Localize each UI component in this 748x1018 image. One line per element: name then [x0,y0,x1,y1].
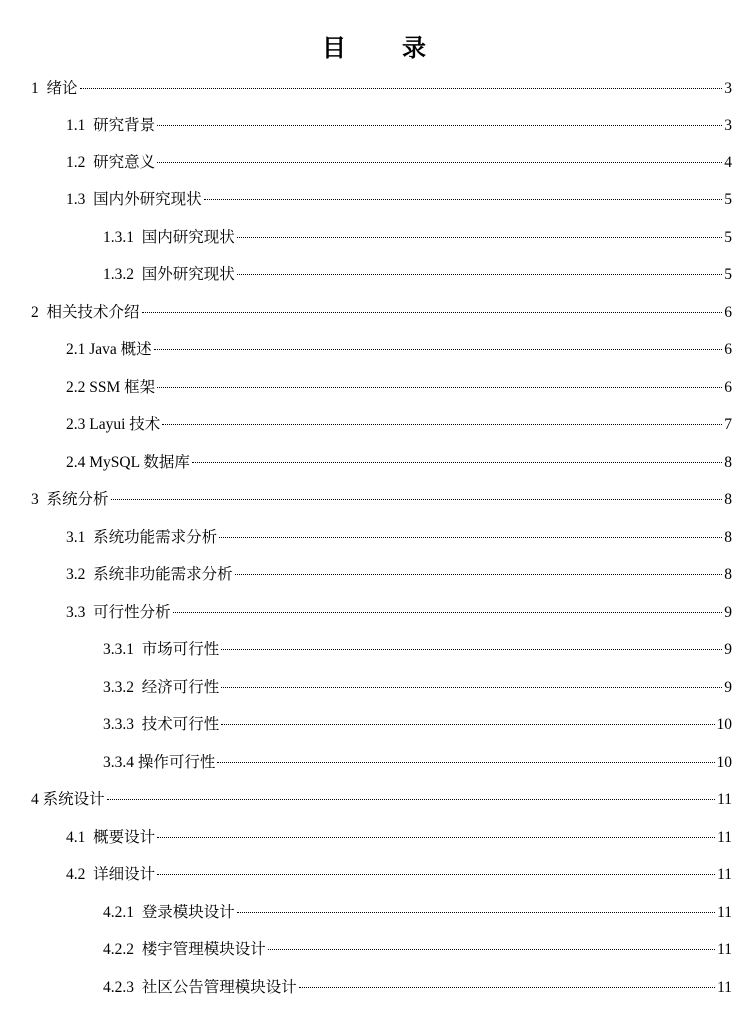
toc-entry-3-1[interactable] [66,526,732,550]
toc-entry-number: 3.2 [66,566,86,583]
toc-entry-4-2-1[interactable] [103,901,732,925]
toc-entry-number: 2 [31,304,39,321]
toc-entry-label: 登录模块设计 [141,904,235,921]
toc-entry-number: 4.2 [66,866,86,883]
toc-entry-number: 3.3 [66,604,86,621]
toc-entry-page: 9 [724,641,732,658]
dot-leader [111,499,723,500]
toc-entry-4-2-2[interactable] [103,938,732,962]
toc-entry-page: 6 [724,304,732,321]
toc-entry-label: 概要设计 [93,829,156,846]
dot-leader [221,724,714,725]
toc-entry-label: 系统设计 [42,791,105,808]
toc-entry-number: 3.3.2 [103,679,134,696]
toc-entry-1-3-1[interactable] [103,226,732,250]
toc-entry-label: 系统功能需求分析 [93,529,218,546]
toc-entry-number: 1.2 [66,154,86,171]
toc-entry-page: 10 [716,754,732,771]
toc-entry-number: 4.2.1 [103,904,134,921]
toc-entry-number: 3.1 [66,529,86,546]
dot-leader [237,912,715,913]
toc-entry-number: 1.1 [66,117,86,134]
toc-entry-1-3[interactable] [66,188,732,212]
toc-entry-page: 3 [724,117,732,134]
toc-entry-page: 7 [724,416,732,433]
toc-entry-page: 8 [724,529,732,546]
dot-leader [299,987,715,988]
toc-entry-label: 国外研究现状 [141,266,235,283]
toc-entry-page: 9 [724,679,732,696]
toc-entry-number: 3.3.1 [103,641,134,658]
toc-entry-page: 8 [724,491,732,508]
toc-entry-number: 1.3.1 [103,229,134,246]
toc-entry-page: 11 [717,791,732,808]
toc-entry-label: 社区公告管理模块设计 [141,979,297,996]
dot-leader [235,574,723,575]
dot-leader [157,387,722,388]
toc-entry-number: 4.2.2 [103,941,134,958]
toc-entry-3-3-4[interactable] [103,751,732,775]
toc-entry-number: 3.3.4 [103,754,134,771]
dot-leader [173,612,723,613]
toc-entry-number: 3.3.3 [103,716,134,733]
toc-entry-4[interactable] [31,788,732,812]
toc-entry-label: 研究背景 [93,117,156,134]
toc-entry-label: 系统分析 [46,491,109,508]
dot-leader [107,799,715,800]
toc-entry-3-3-3[interactable] [103,713,732,737]
toc-entry-label: 市场可行性 [141,641,220,658]
dot-leader [157,125,722,126]
dot-leader [154,349,723,350]
toc-entry-number: 2.2 [66,379,86,396]
toc-entry-1-1[interactable] [66,114,732,138]
toc-entry-page: 9 [724,604,732,621]
dot-leader [157,162,722,163]
toc-entry-page: 11 [717,866,732,883]
toc-entry-page: 11 [717,829,732,846]
toc-entry-2[interactable] [31,301,732,325]
toc-entry-label: 系统非功能需求分析 [93,566,233,583]
dot-leader [157,837,715,838]
toc-entry-label: Layui 技术 [89,416,161,433]
toc-entry-1[interactable] [31,77,732,101]
toc-entry-page: 10 [716,716,732,733]
toc-entry-number: 1.3.2 [103,266,134,283]
toc-entry-page: 3 [724,80,732,97]
toc-entry-label: 技术可行性 [141,716,220,733]
dot-leader [221,649,722,650]
dot-leader [157,874,715,875]
toc-entry-page: 8 [724,454,732,471]
dot-leader [221,687,722,688]
toc-entry-number: 2.4 [66,454,86,471]
dot-leader [80,88,723,89]
toc-entry-4-2[interactable] [66,863,732,887]
toc-entry-page: 6 [724,379,732,396]
toc-entry-2-2[interactable] [66,376,732,400]
dot-leader [204,199,723,200]
toc-entry-number: 4.2.3 [103,979,134,996]
toc-entry-number: 2.3 [66,416,86,433]
toc-entry-page: 6 [724,341,732,358]
dot-leader [268,949,715,950]
toc-entry-page: 8 [724,566,732,583]
toc-entry-3-3-1[interactable] [103,638,732,662]
toc-entry-3-3-2[interactable] [103,676,732,700]
toc-entry-page: 5 [724,229,732,246]
toc-entry-1-3-2[interactable] [103,263,732,287]
dot-leader [192,462,722,463]
toc-entry-label: SSM 框架 [89,379,156,396]
toc-entry-page: 5 [724,191,732,208]
toc-entry-number: 4 [31,791,39,808]
toc-entry-number: 1.3 [66,191,86,208]
toc-entry-label: 可行性分析 [93,604,171,621]
toc-entry-label: MySQL 数据库 [89,454,190,471]
dot-leader [162,424,722,425]
toc-title: 目 录 [322,34,442,62]
toc-entry-4-1[interactable] [66,826,732,850]
toc-entry-label: 绪论 [46,80,78,97]
toc-entry-label: 操作可行性 [137,754,216,771]
toc-entry-number: 3 [31,491,39,508]
toc-entry-number: 4.1 [66,829,86,846]
toc-entry-page: 5 [724,266,732,283]
toc-entry-label: 研究意义 [93,154,156,171]
toc-entry-2-3[interactable] [66,413,732,437]
toc-entry-label: 详细设计 [93,866,156,883]
toc-entry-2-4[interactable] [66,451,732,475]
toc-entry-page: 4 [724,154,732,171]
toc-entry-label: 经济可行性 [141,679,220,696]
toc-entry-number: 1 [31,80,39,97]
toc-entry-label: 相关技术介绍 [46,304,140,321]
toc-entry-page: 11 [717,904,732,921]
toc-entry-page: 11 [717,979,732,996]
toc-entry-page: 11 [717,941,732,958]
toc-entry-2-1[interactable] [66,338,732,362]
toc-entry-3-2[interactable] [66,563,732,587]
toc-entry-label: Java 概述 [89,341,152,358]
dot-leader [237,274,722,275]
toc-entry-3[interactable] [31,488,732,512]
dot-leader [219,537,722,538]
toc-entry-label: 国内外研究现状 [93,191,202,208]
toc-entry-1-2[interactable] [66,151,732,175]
toc-entry-number: 2.1 [66,341,86,358]
toc-entry-label: 国内研究现状 [141,229,235,246]
dot-leader [217,762,714,763]
toc-entry-4-2-3[interactable] [103,976,732,1000]
toc-entry-label: 楼宇管理模块设计 [141,941,266,958]
dot-leader [142,312,723,313]
dot-leader [237,237,722,238]
toc-entry-3-3[interactable] [66,601,732,625]
